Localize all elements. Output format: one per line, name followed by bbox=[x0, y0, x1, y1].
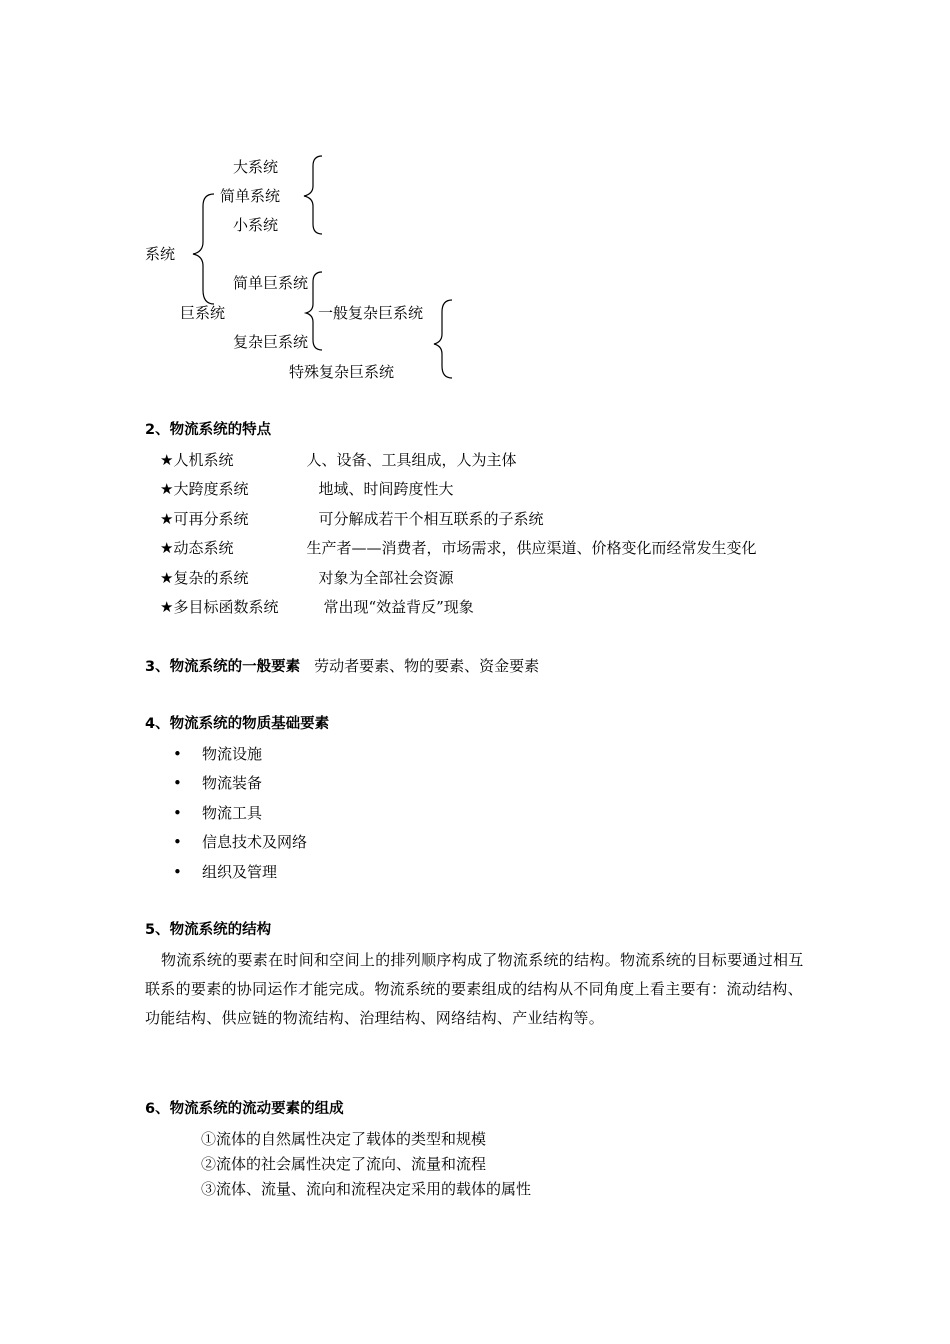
tree-simple-giant: 简单巨系统 bbox=[233, 274, 309, 292]
brace-root bbox=[193, 194, 214, 304]
section-4-heading: 4、物流系统的物质基础要素 bbox=[145, 716, 330, 732]
list-item: • 物流装备 bbox=[173, 774, 263, 792]
section-3 bbox=[145, 656, 539, 677]
tree-root: 系统 bbox=[145, 245, 176, 263]
list-item: ★可再分系统 可分解成若干个相互联系的子系统 bbox=[160, 510, 544, 528]
brace-complex bbox=[434, 300, 452, 378]
list-item: • 物流设施 bbox=[173, 745, 263, 763]
list-item: ★动态系统 生产者——消费者，市场需求，供应渠道、价格变化而经常发生变化 bbox=[160, 539, 757, 557]
tree-simple: 简单系统 bbox=[220, 187, 281, 205]
section-5-heading: 5、物流系统的结构 bbox=[145, 922, 272, 938]
tree-general-complex: 一般复杂巨系统 bbox=[318, 304, 424, 322]
list-item: ★复杂的系统 对象为全部社会资源 bbox=[160, 569, 454, 587]
section-3-heading: 3、物流系统的一般要素 bbox=[145, 659, 301, 675]
brace-simple bbox=[304, 156, 322, 234]
tree-complex-giant: 复杂巨系统 bbox=[233, 333, 309, 351]
list-item: ★人机系统 人、设备、工具组成，人为主体 bbox=[160, 451, 517, 469]
list-item: • 组织及管理 bbox=[173, 863, 278, 881]
list-item: • 物流工具 bbox=[173, 804, 263, 822]
tree-small: 小系统 bbox=[233, 216, 279, 234]
list-item: ③流体、流量、流向和流程决定采用的载体的属性 bbox=[201, 1180, 532, 1198]
tree-giant: 巨系统 bbox=[180, 304, 226, 322]
list-item: ★多目标函数系统 常出现“效益背反”现象 bbox=[160, 598, 474, 616]
section-3-text: 劳动者要素、物的要素、资金要素 bbox=[314, 657, 540, 675]
list-item: ②流体的社会属性决定了流向、流量和流程 bbox=[201, 1155, 487, 1173]
section-2-heading: 2、物流系统的特点 bbox=[145, 422, 272, 438]
tree-special-complex: 特殊复杂巨系统 bbox=[289, 363, 395, 381]
tree-braces bbox=[0, 0, 950, 400]
list-item: ①流体的自然属性决定了载体的类型和规模 bbox=[201, 1130, 487, 1148]
list-item: • 信息技术及网络 bbox=[173, 833, 308, 851]
section-5-paragraph: 物流系统的要素在时间和空间上的排列顺序构成了物流系统的结构。物流系统的目标要通过相互联系的要素的协同运作才能完成。物流系统的要素组成的结构从不同角度上看主要有：流动结构、功能结构、供应链的物流结构、治理结构、网络结构、产业结构等。 bbox=[145, 951, 804, 1027]
list-item: ★大跨度系统 地域、时间跨度性大 bbox=[160, 480, 454, 498]
section-6-heading: 6、物流系统的流动要素的组成 bbox=[145, 1101, 344, 1117]
tree-big: 大系统 bbox=[233, 158, 279, 176]
